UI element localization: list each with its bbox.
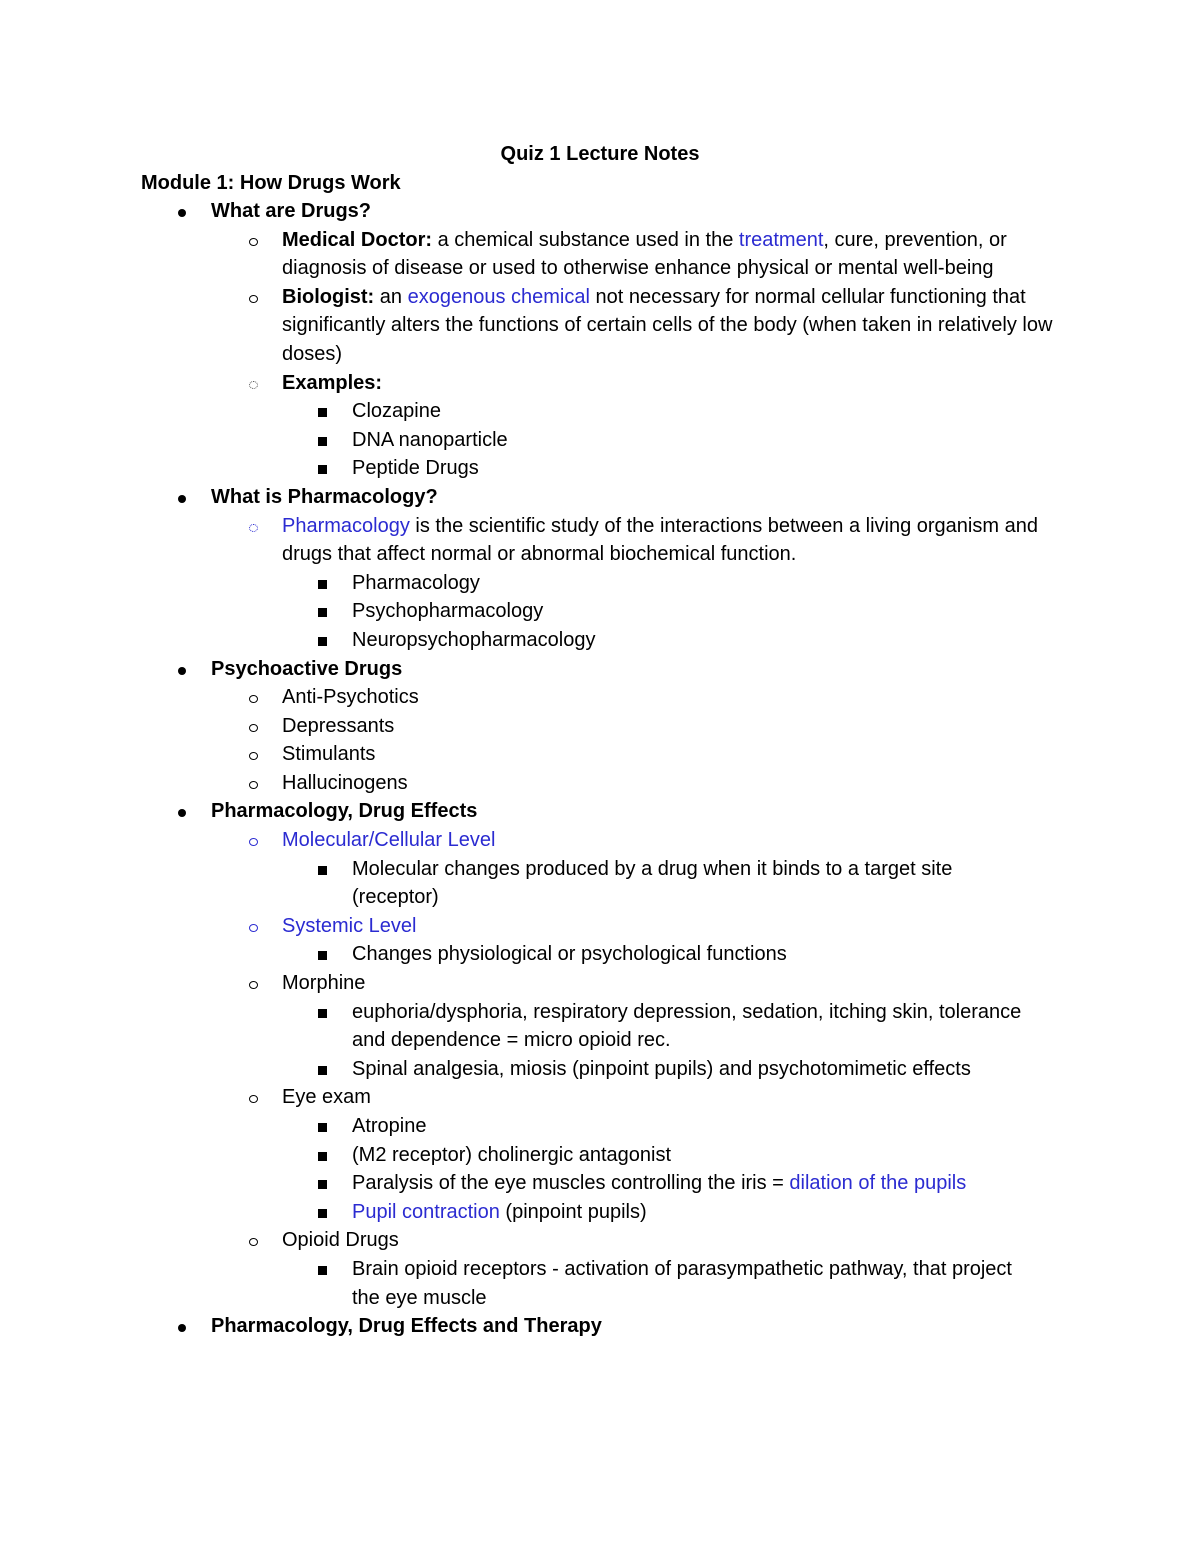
bullet-square-icon <box>318 569 327 598</box>
page-title: Quiz 1 Lecture Notes <box>500 143 700 165</box>
list-item-text: Eye exam <box>282 1086 371 1109</box>
definition-text: a chemical substance used in the <box>432 228 739 251</box>
bullet-dotted-ring-icon <box>249 512 258 541</box>
list-item-text: Brain opioid receptors - activation of parasympathetic pathway, that project the eye muscle <box>352 1257 1012 1309</box>
list-item <box>0 683 1062 712</box>
list-item <box>0 1141 1032 1170</box>
list-item <box>0 569 1032 598</box>
highlighted-term: Molecular/Cellular Level <box>282 829 496 852</box>
bullet-ring-icon <box>249 226 258 255</box>
list-item <box>0 1112 1032 1141</box>
list-item-text: Anti-Psychotics <box>282 686 419 709</box>
highlighted-term: Pupil contraction <box>352 1200 500 1223</box>
list-item-text: Pharmacology <box>352 571 480 594</box>
section-heading: Pharmacology, Drug Effects and Therapy <box>211 1315 602 1338</box>
section-drug-effects <box>0 797 1061 826</box>
bullet-square-icon <box>318 1169 327 1198</box>
list-item-text: euphoria/dysphoria, respiratory depression, sedation, itching skin, tolerance and dependence = micro opioid rec. <box>352 1000 1022 1052</box>
bullet-square-icon <box>318 998 327 1027</box>
list-item <box>0 1055 1032 1084</box>
section-heading: What is Pharmacology? <box>211 485 438 508</box>
list-item-text: Atropine <box>352 1115 427 1137</box>
list-item-text: Morphine <box>282 972 366 995</box>
list-item <box>0 454 1032 483</box>
section-heading: Pharmacology, Drug Effects <box>211 800 478 823</box>
list-item-text: Psychopharmacology <box>352 600 544 623</box>
list-item-text: Clozapine <box>352 400 441 423</box>
list-item <box>0 712 1062 741</box>
bullet-square-icon <box>318 1055 327 1084</box>
list-item-text: Hallucinogens <box>282 771 408 794</box>
section-drug-effects-therapy <box>0 1312 1061 1341</box>
list-item-biologist <box>0 283 1062 369</box>
definition-text: , cure, prevention, or diagnosis of disease or used to otherwise enhance physical or mental well-being <box>282 228 1007 280</box>
list-item <box>0 740 1062 769</box>
list-item-text: (M2 receptor) cholinergic antagonist <box>352 1143 672 1166</box>
list-item <box>0 940 1032 969</box>
bullet-square-icon <box>318 855 327 884</box>
bullet-dot-icon <box>178 483 186 512</box>
list-item <box>0 597 1032 626</box>
bullet-square-icon <box>318 940 327 969</box>
highlighted-term: Systemic Level <box>282 914 417 937</box>
list-item <box>0 426 1032 455</box>
list-item <box>0 769 1062 798</box>
list-item-text: (pinpoint pupils) <box>499 1200 647 1223</box>
list-item-pharmacology-definition <box>0 512 1062 569</box>
bullet-ring-icon <box>249 1226 258 1255</box>
list-item-text: Changes physiological or psychological functions <box>352 943 787 966</box>
list-item <box>0 855 1032 912</box>
list-item-text: Spinal analgesia, miosis (pinpoint pupils) and psychotomimetic effects <box>352 1057 971 1080</box>
list-item-medical-doctor <box>0 226 1062 283</box>
section-what-is-pharmacology <box>0 483 1061 512</box>
list-item-eye-exam <box>0 1083 1062 1112</box>
list-item-molecular-level <box>0 826 1062 855</box>
list-item <box>0 998 1032 1055</box>
section-heading: Psychoactive Drugs <box>211 657 403 680</box>
term-label: Examples: <box>282 371 383 394</box>
bullet-ring-icon <box>249 1083 258 1112</box>
bullet-square-icon <box>318 426 327 455</box>
bullet-dot-icon <box>178 197 186 226</box>
bullet-square-icon <box>318 454 327 483</box>
bullet-dotted-ring-icon <box>249 369 258 398</box>
definition-text: not necessary for normal cellular functioning that significantly alters the functions of certain cells of the body (when taken in relatively low doses) <box>282 285 1053 365</box>
list-item-text: Depressants <box>282 714 395 737</box>
list-item-text: Molecular changes produced by a drug when it binds to a target site (receptor) <box>352 857 953 909</box>
term-label: Biologist: <box>282 285 375 308</box>
section-what-are-drugs <box>0 197 1061 226</box>
bullet-dot-icon <box>178 1312 186 1341</box>
module-heading: Module 1: How Drugs Work <box>141 172 401 194</box>
term-label: Medical Doctor: <box>282 228 433 251</box>
bullet-ring-icon <box>249 683 258 712</box>
definition-text: an <box>374 285 408 308</box>
bullet-ring-icon <box>249 826 258 855</box>
bullet-square-icon <box>318 1141 327 1170</box>
list-item <box>0 1198 1032 1227</box>
bullet-square-icon <box>318 1198 327 1227</box>
bullet-ring-icon <box>249 969 258 998</box>
bullet-square-icon <box>318 397 327 426</box>
bullet-square-icon <box>318 1255 327 1284</box>
section-heading: What are Drugs? <box>211 200 372 222</box>
bullet-dot-icon <box>178 797 186 826</box>
highlighted-term: exogenous chemical <box>407 285 590 308</box>
bullet-dot-icon <box>178 655 186 684</box>
list-item <box>0 1255 1032 1312</box>
bullet-ring-icon <box>249 769 258 798</box>
list-item <box>0 1169 1032 1198</box>
bullet-square-icon <box>318 626 327 655</box>
notes-outline <box>0 197 1200 1341</box>
list-item-text: DNA nanoparticle <box>352 428 508 451</box>
list-item-systemic-level <box>0 912 1062 941</box>
bullet-square-icon <box>318 1112 327 1141</box>
list-item-opioid-drugs <box>0 1226 1062 1255</box>
bullet-ring-icon <box>249 740 258 769</box>
highlighted-term: Pharmacology <box>282 514 410 537</box>
list-item <box>0 397 1032 426</box>
list-item <box>0 626 1032 655</box>
list-item-text: Opioid Drugs <box>282 1229 399 1252</box>
list-item-morphine <box>0 969 1062 998</box>
bullet-square-icon <box>318 597 327 626</box>
list-item-text: Stimulants <box>282 743 376 766</box>
list-item-text: Paralysis of the eye muscles controlling the iris = <box>352 1172 790 1195</box>
bullet-ring-icon <box>249 712 258 741</box>
definition-text: is the scientific study of the interactions between a living organism and drugs that affect normal or abnormal biochemical function. <box>282 514 1038 566</box>
highlighted-term: treatment <box>738 228 824 251</box>
bullet-ring-icon <box>249 912 258 941</box>
list-item-text: Peptide Drugs <box>352 457 479 480</box>
section-psychoactive-drugs <box>0 655 1061 684</box>
highlighted-term: dilation of the pupils <box>789 1172 967 1195</box>
list-item-text: Neuropsychopharmacology <box>352 628 596 651</box>
list-item-examples <box>0 369 1062 398</box>
bullet-ring-icon <box>249 283 258 312</box>
